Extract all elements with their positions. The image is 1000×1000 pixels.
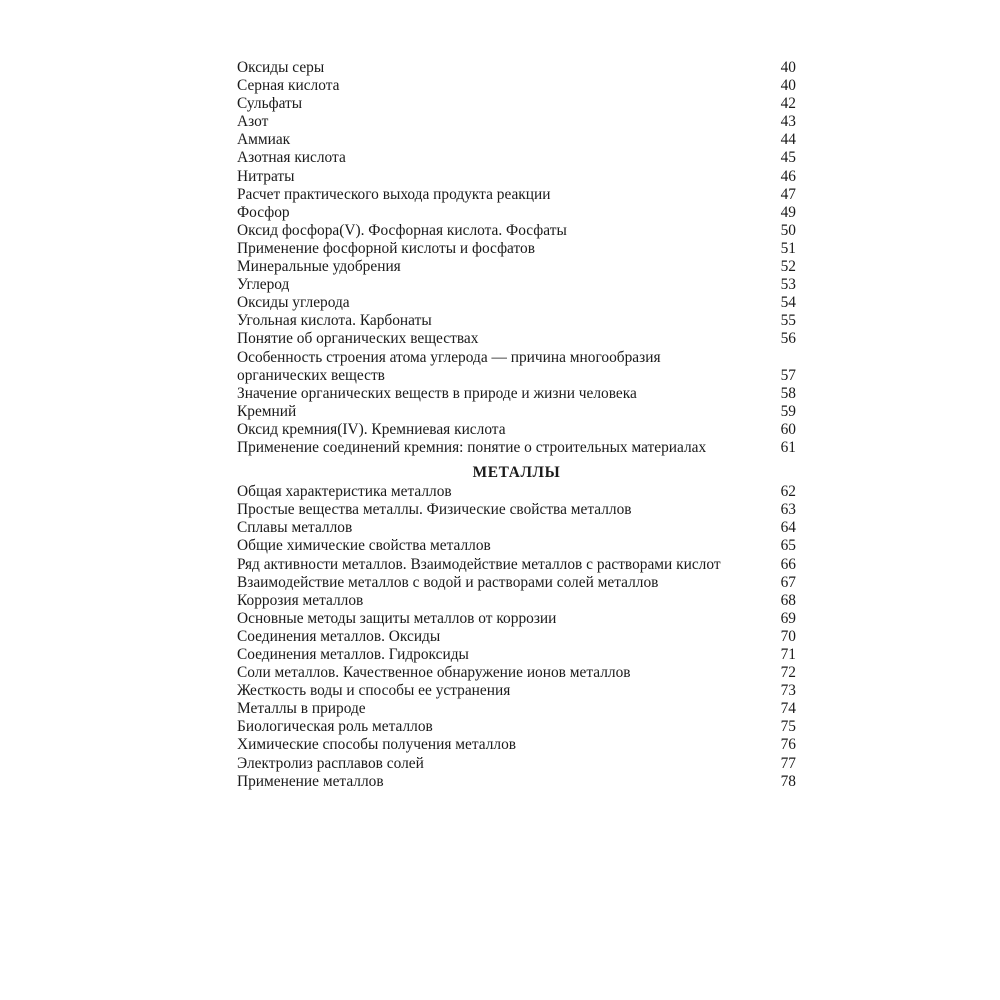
toc-entry bbox=[237, 258, 796, 276]
toc-entry bbox=[237, 682, 796, 700]
toc-entry bbox=[237, 222, 796, 240]
toc-entry bbox=[237, 537, 796, 555]
toc-entry-page: 75 bbox=[780, 718, 796, 736]
toc-entry bbox=[237, 592, 796, 610]
toc-entry bbox=[237, 385, 796, 403]
toc-entry bbox=[237, 276, 796, 294]
toc-entry bbox=[237, 483, 796, 501]
toc-entry-title: Серная кислота bbox=[237, 77, 340, 95]
toc-entry bbox=[237, 403, 796, 421]
toc-entry-page: 64 bbox=[780, 519, 796, 537]
toc-entry-title: Углерод bbox=[237, 276, 290, 294]
toc-entry-page: 70 bbox=[780, 627, 796, 645]
toc-entry-page: 55 bbox=[780, 312, 796, 330]
toc-entry-line2 bbox=[237, 367, 796, 385]
toc-entry-page: 54 bbox=[780, 294, 796, 312]
toc-group-silicon bbox=[237, 385, 796, 457]
toc-entry bbox=[237, 95, 796, 113]
toc-entry bbox=[237, 439, 796, 457]
toc-entry-title: Соединения металлов. Оксиды bbox=[237, 627, 441, 645]
toc-entry bbox=[237, 736, 796, 754]
toc-entry bbox=[237, 773, 796, 791]
toc-entry-title: Фосфор bbox=[237, 203, 290, 221]
toc-entry-title: Кремний bbox=[237, 402, 297, 420]
section-title: МЕТАЛЛЫ bbox=[472, 464, 561, 482]
toc-entry-page: 63 bbox=[780, 501, 796, 519]
toc-entry-page: 44 bbox=[780, 131, 796, 149]
toc-entry-page: 40 bbox=[780, 59, 796, 76]
toc-entry-title: Применение фосфорной кислоты и фосфатов bbox=[237, 239, 535, 257]
toc-entry-page: 68 bbox=[780, 591, 796, 609]
toc-entry bbox=[237, 646, 796, 664]
toc-entry-page: 76 bbox=[780, 736, 796, 754]
toc-entry-title: Угольная кислота. Карбонаты bbox=[237, 312, 432, 330]
toc-entry-page: 59 bbox=[780, 402, 796, 420]
toc-entry-page: 58 bbox=[780, 384, 796, 402]
toc-entry bbox=[237, 294, 796, 312]
toc-entry-page: 72 bbox=[780, 664, 796, 682]
toc-entry-title: Ряд активности металлов. Взаимодействие металлов с растворами кислот bbox=[237, 555, 721, 573]
toc-entry bbox=[237, 77, 796, 95]
toc-entry-page: 56 bbox=[780, 330, 796, 348]
toc-entry bbox=[237, 312, 796, 330]
toc-entry-title: Применение металлов bbox=[237, 772, 384, 790]
toc-entry-title: Азотная кислота bbox=[237, 149, 346, 167]
toc-entry-page: 42 bbox=[780, 95, 796, 113]
toc-entry-page: 77 bbox=[780, 754, 796, 772]
toc-entry-title: Нитраты bbox=[237, 167, 295, 185]
toc-entry-page: 43 bbox=[780, 113, 796, 131]
toc-entry-page: 61 bbox=[780, 438, 796, 456]
toc-entry bbox=[237, 664, 796, 682]
toc-entry-page: 49 bbox=[780, 203, 796, 221]
toc-entry-title: Химические способы получения металлов bbox=[237, 736, 517, 754]
toc-entry bbox=[237, 501, 796, 519]
toc-entry-page: 40 bbox=[780, 77, 796, 95]
toc-entry-page: 52 bbox=[780, 258, 796, 276]
toc-entry-title: Сплавы металлов bbox=[237, 519, 353, 537]
toc-entry-title: Электролиз расплавов солей bbox=[237, 754, 424, 772]
toc-entry-page: 50 bbox=[780, 221, 796, 239]
toc-entry bbox=[237, 204, 796, 222]
toc-entry-title: Оксид фосфора(V). Фосфорная кислота. Фосфаты bbox=[237, 221, 567, 239]
toc-entry-title: Основные методы защиты металлов от коррозии bbox=[237, 609, 557, 627]
toc-entry-page: 67 bbox=[780, 573, 796, 591]
toc-entry-title: Биологическая роль металлов bbox=[237, 718, 433, 736]
toc-entry-title: Значение органических веществ в природе и жизни человека bbox=[237, 384, 637, 402]
toc-entry-page: 60 bbox=[780, 420, 796, 438]
toc-entry bbox=[237, 168, 796, 186]
toc-entry-page: 47 bbox=[780, 185, 796, 203]
toc-entry-page: 78 bbox=[780, 772, 796, 790]
toc-entry bbox=[237, 149, 796, 167]
toc-entry bbox=[237, 421, 796, 439]
toc-entry-title: Азот bbox=[237, 113, 269, 131]
toc-entry bbox=[237, 349, 796, 385]
toc-entry bbox=[237, 330, 796, 348]
toc-entry bbox=[237, 556, 796, 574]
toc-entry-title: Общая характеристика металлов bbox=[237, 483, 452, 501]
toc-entry bbox=[237, 59, 796, 77]
toc-entry-page: 62 bbox=[780, 483, 796, 501]
toc-entry-title: Простые вещества металлы. Физические свойства металлов bbox=[237, 501, 632, 519]
toc-entry bbox=[237, 240, 796, 258]
toc-entry-title: Аммиак bbox=[237, 131, 291, 149]
toc-group-metals bbox=[237, 483, 796, 791]
toc-entry-title: Общие химические свойства металлов bbox=[237, 537, 491, 555]
toc-entry-title: Соли металлов. Качественное обнаружение ионов металлов bbox=[237, 664, 631, 682]
toc-entry-title: Металлы в природе bbox=[237, 700, 366, 718]
toc-entry-title: Коррозия металлов bbox=[237, 591, 364, 609]
toc-entry-title: Минеральные удобрения bbox=[237, 258, 401, 276]
toc-entry-title: Расчет практического выхода продукта реакции bbox=[237, 185, 551, 203]
toc-entry-page: 74 bbox=[780, 700, 796, 718]
toc-entry-title: Оксиды серы bbox=[237, 59, 325, 76]
toc-entry bbox=[237, 610, 796, 628]
toc-entry bbox=[237, 574, 796, 592]
toc-entry-title: Оксиды углерода bbox=[237, 294, 350, 312]
toc-entry-page: 45 bbox=[780, 149, 796, 167]
toc-entry-title: Применение соединений кремния: понятие о строительных материалах bbox=[237, 438, 707, 456]
toc-entry bbox=[237, 628, 796, 646]
toc-entry-title: Взаимодействие металлов с водой и растворами солей металлов bbox=[237, 573, 659, 591]
toc-entry-title-line1: Особенность строения атома углерода — причина многообразия bbox=[237, 348, 661, 366]
toc-entry-page: 69 bbox=[780, 609, 796, 627]
toc-entry-page: 51 bbox=[780, 239, 796, 257]
toc-entry-title: Соединения металлов. Гидроксиды bbox=[237, 646, 469, 663]
table-of-contents bbox=[237, 59, 796, 791]
toc-entry-page: 71 bbox=[780, 646, 796, 663]
toc-group-nonmetals bbox=[237, 59, 796, 349]
toc-entry bbox=[237, 519, 796, 537]
toc-entry-title: Оксид кремния(IV). Кремниевая кислота bbox=[237, 420, 506, 438]
toc-entry-title: Сульфаты bbox=[237, 95, 303, 113]
toc-entry bbox=[237, 700, 796, 718]
toc-entry-page: 73 bbox=[780, 682, 796, 700]
toc-entry-title-line2: органических веществ bbox=[237, 366, 385, 384]
toc-entry-page: 57 bbox=[780, 366, 796, 384]
toc-entry-title: Понятие об органических веществах bbox=[237, 330, 479, 348]
toc-entry-title: Жесткость воды и способы ее устранения bbox=[237, 682, 511, 700]
toc-entry-page: 66 bbox=[780, 555, 796, 573]
toc-entry bbox=[237, 131, 796, 149]
toc-entry bbox=[237, 755, 796, 773]
toc-entry bbox=[237, 186, 796, 204]
toc-entry-page: 46 bbox=[780, 167, 796, 185]
toc-entry bbox=[237, 113, 796, 131]
toc-entry bbox=[237, 718, 796, 736]
toc-entry-page: 65 bbox=[780, 537, 796, 555]
toc-entry-page: 53 bbox=[780, 276, 796, 294]
